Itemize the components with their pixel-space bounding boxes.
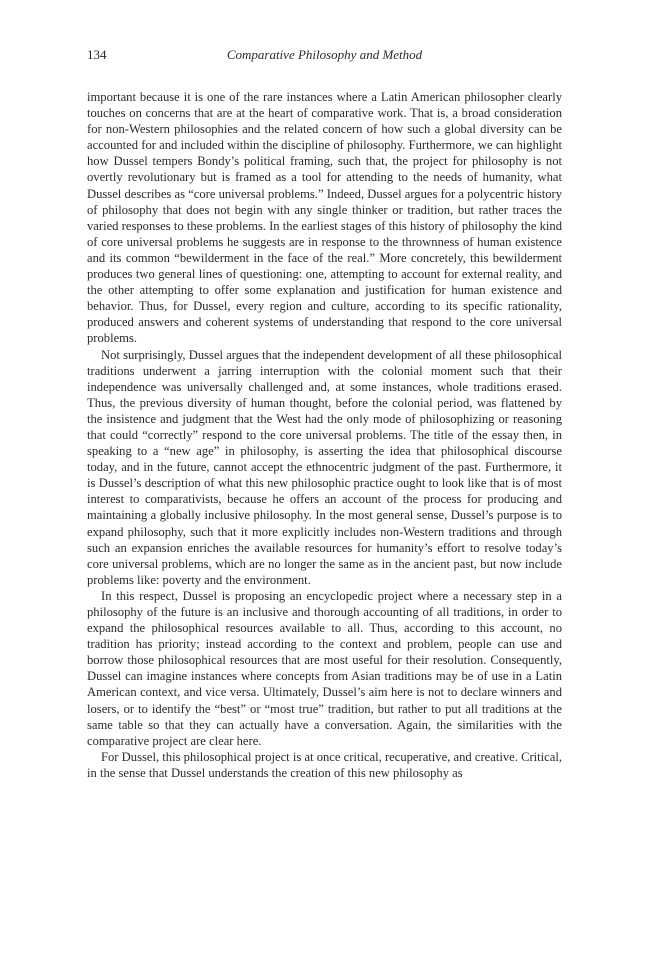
running-title: Comparative Philosophy and Method [226,47,423,62]
paragraph: In this respect, Dussel is proposing an encyclopedic project where a necessary step in a philosophy of the future is an inclusive and thorough accounting of all traditions, in order to expand the philosophical resources available to all. Thus, according to this account, no tradition has priority; instead according to the context and problem, people can use and borrow those philosophical resources that are most useful for their resolution. Consequently, Dussel can imagine instances where concepts from Asian traditions may be of use in a Latin American context, and vice versa. Ultimately, Dussel’s aim here is not to declare winners and losers, or to identify the “best” or “most true” tradition, but rather to put all traditions at the same table so that they can actually have a conversation. Again, the similarities with the comparative project are clear here. [87,588,562,748]
running-head [87,46,562,64]
paragraph: For Dussel, this philosophical project is at once critical, recuperative, and creative. Critical, in the sense that Dussel understands the creation of this new philosophy as [87,749,562,780]
paragraph: Not surprisingly, Dussel argues that the independent development of all these philosophical traditions underwent a jarring interruption with the colonial moment such that their independence was universally challenged and, at some instances, whole traditions erased. Thus, the previous diversity of human thought, before the colonial period, was flattened by the insistence and judgment that the West had the only mode of philosophizing or reasoning that could “correctly” respond to the core universal problems. The title of the essay then, in speaking to a “new age” in philosophy, is asserting the idea that philosophical discourse today, and in the future, cannot accept the ethnocentric judgment of the past. Furthermore, it is Dussel’s description of what this new philosophic practice ought to look like that is of most interest to comparativists, because he offers an account of the process for producing and maintaining a globally inclusive philosophy. In the most general sense, Dussel’s purpose is to expand philosophy, such that it more explicitly includes non-Western traditions and through such an expansion enriches the available resources for humanity’s effort to resolve today’s core universal problems, which are no longer the same as in the ancient past, but now include problems like: poverty and the environment. [87,347,562,587]
book-page [87,0,562,975]
body-text [87,89,562,781]
page-number: 134 [87,47,107,62]
paragraph-continued: important because it is one of the rare instances where a Latin American philosopher clearly touches on concerns that are at the heart of comparative work. That is, a broad consideration for non-Western philosophies and the related concern of how such a global diversity can be accounted for and included within the discipline of philosophy. Furthermore, we can highlight how Dussel tempers Bondy’s political framing, such that, the project for philosophy is not overtly revolutionary but is framed as a tool for attending to the needs of humanity, what Dussel describes as “core universal problems.” Indeed, Dussel argues for a polycentric history of philosophy that does not begin with any single thinker or tradition, but rather traces the varied responses to these problems. In the earliest stages of this history of philosophy the kind of core universal problems he suggests are in response to the thrownness of human existence and its common “bewilderment in the face of the real.” More concretely, this bewilderment produces two general lines of questioning: one, attempting to account for external reality, and the other attempting to offer some explanation and justification for human existence and behavior. Thus, for Dussel, every region and culture, according to its specific rationality, produced answers and coherent systems of understanding that respond to the core universal problems. [87,90,562,346]
